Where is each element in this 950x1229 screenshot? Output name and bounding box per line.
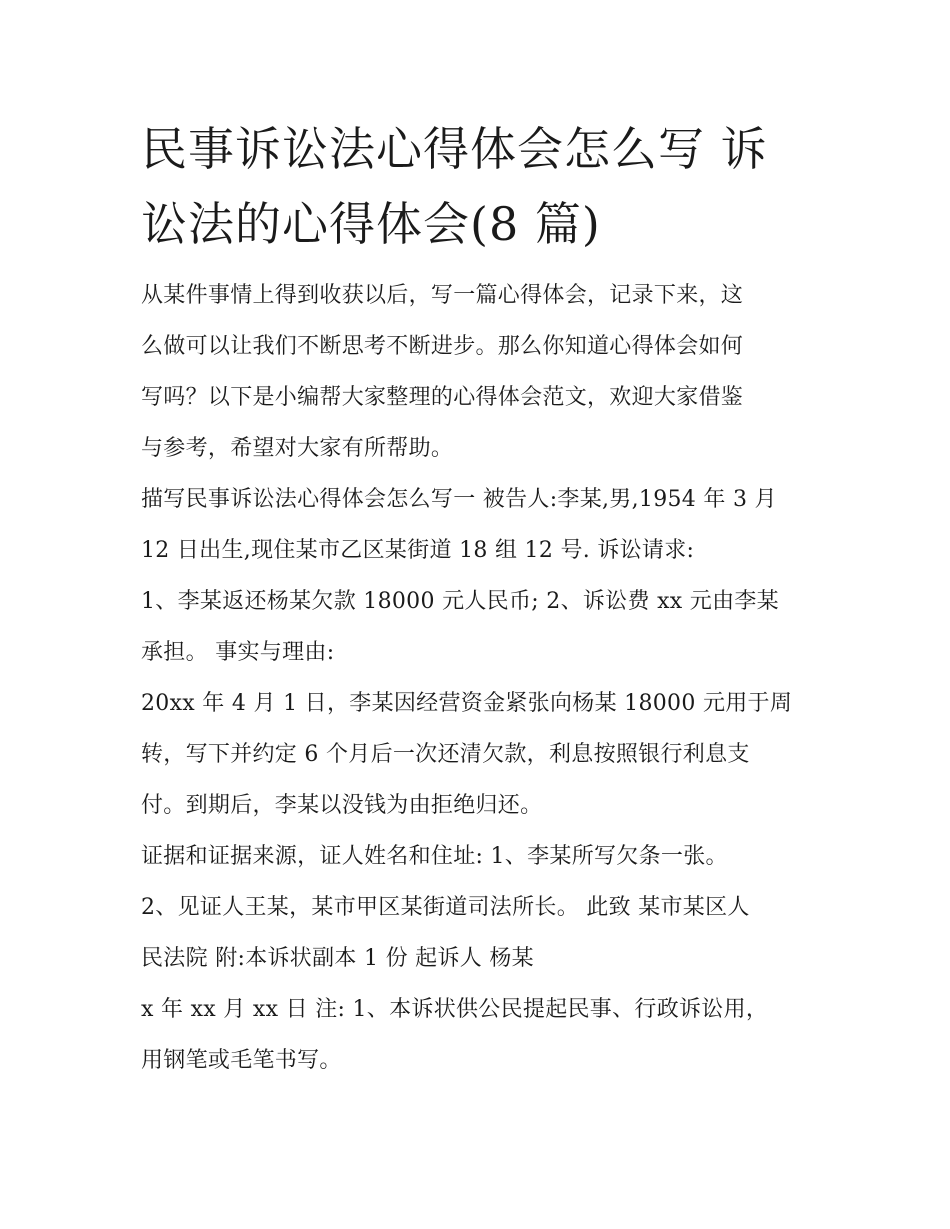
- facts-paragraph: [141, 678, 821, 831]
- text-line: 付。到期后，李某以没钱为由拒绝归还。: [141, 793, 543, 818]
- title-line: 民事诉讼法心得体会怎么写 诉: [141, 122, 768, 176]
- text-line: 20xx 年 4 月 1 日，李某因经营资金紧张向杨某 18000 元用于周: [141, 691, 793, 716]
- text-line: 转，写下并约定 6 个月后一次还清欠款，利息按照银行利息支: [141, 742, 750, 767]
- document-title: [141, 112, 821, 262]
- defendant-paragraph: [141, 474, 821, 576]
- text-line: 证据和证据来源，证人姓名和住址: 1、李某所写欠条一张。: [141, 844, 728, 869]
- text-line: 与参考，希望对大家有所帮助。: [141, 436, 454, 461]
- intro-paragraph: [141, 270, 821, 474]
- document-body: [141, 270, 821, 1086]
- document-page: [141, 112, 821, 1086]
- evidence-paragraph: [141, 831, 821, 882]
- text-line: 承担。 事实与理由:: [141, 640, 335, 665]
- title-line: 讼法的心得体会(8 篇): [141, 197, 601, 251]
- text-line: 用钢笔或毛笔书写。: [141, 1048, 342, 1073]
- text-line: 从某件事情上得到收获以后，写一篇心得体会，记录下来，这: [141, 283, 744, 308]
- claims-paragraph: [141, 576, 821, 678]
- text-line: 么做可以让我们不断思考不断进步。那么你知道心得体会如何: [141, 334, 744, 359]
- text-line: 12 日出生,现住某市乙区某街道 18 组 12 号. 诉讼请求:: [141, 538, 695, 563]
- note-paragraph: [141, 984, 821, 1086]
- text-line: 描写民事诉讼法心得体会怎么写一 被告人:李某,男,1954 年 3 月: [141, 487, 777, 512]
- text-line: 1、李某返还杨某欠款 18000 元人民币; 2、诉讼费 xx 元由李某: [141, 589, 779, 614]
- text-line: 2、见证人王某，某市甲区某街道司法所长。 此致 某市某区人: [141, 895, 750, 920]
- witness-paragraph: [141, 882, 821, 984]
- text-line: x 年 xx 月 xx 日 注: 1、本诉状供公民提起民事、行政诉讼用，: [141, 997, 769, 1022]
- text-line: 民法院 附:本诉状副本 1 份 起诉人 杨某: [141, 946, 534, 971]
- text-line: 写吗？以下是小编帮大家整理的心得体会范文，欢迎大家借鉴: [141, 385, 744, 410]
